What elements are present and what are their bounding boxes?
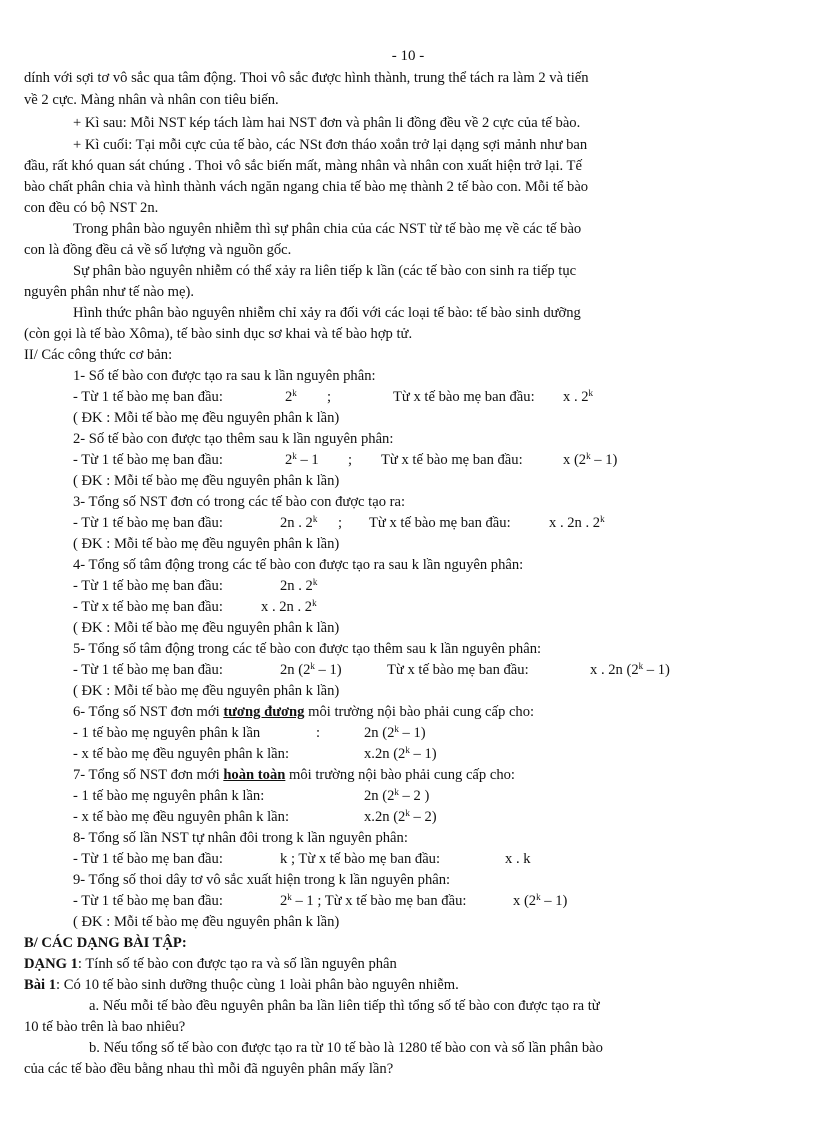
body-line: dính với sợi tơ vô sắc qua tâm động. Thoi vô sắc được hình thành, trung thể tách ra làm 2 và tiến: [24, 70, 589, 86]
formula-label: - Từ 1 tế bào mẹ ban đầu:: [73, 515, 223, 531]
formula-line: [73, 744, 776, 764]
formula-line: [73, 807, 776, 827]
exercise-part: b. Nếu tổng số tế bào con được tạo ra từ 10 tế bào là 1280 tế bào con và số lần phân bào: [89, 1040, 603, 1056]
emphasis-term: tương đương: [223, 704, 305, 720]
body-line: con đều có bộ NST 2n.: [24, 200, 159, 216]
formula-label: - Từ 1 tế bào mẹ ban đầu:: [73, 389, 223, 405]
exercise-type: DẠNG 1: Tính số tế bào con được tạo ra và số lần nguyên phân: [24, 956, 397, 972]
formula-value: 2$^k$ – 1: [285, 451, 319, 468]
body-line: Trong phân bào nguyên nhiễm thì sự phân chia của các NST từ tế bào mẹ về các tế bào: [73, 221, 582, 237]
formula-line: [73, 450, 776, 470]
emphasis-term: hoàn toàn: [223, 767, 286, 783]
formula-label: - 1 tế bào mẹ nguyên phân k lần:: [73, 788, 265, 804]
formula-value: 2$^k$: [285, 388, 297, 405]
formula-title: 5- Tổng số tâm động trong các tế bào con được tạo thêm sau k lần nguyên phân:: [73, 641, 542, 657]
formula-line: [73, 513, 776, 533]
formula-label: Từ x tế bào mẹ ban đầu:: [369, 515, 511, 531]
formula-label: - Từ 1 tế bào mẹ ban đầu:: [73, 893, 223, 909]
body-line: bào chất phân chia và hình thành vách ngăn ngang chia tế bào mẹ thành 2 tế bào con. Mỗi tế bào: [24, 179, 589, 195]
body-line: + Kì sau: Mỗi NST kép tách làm hai NST đơn và phân li đồng đều về 2 cực của tế bào.: [73, 115, 581, 131]
formula-value: x . 2$^k$: [563, 388, 594, 405]
formula-value: 2n (2$^k$ – 1): [364, 724, 426, 741]
separator: ;: [327, 389, 332, 405]
exercise-part: a. Nếu mỗi tế bào đều nguyên phân ba lần liên tiếp thì tổng số tế bào con được tạo ra từ: [89, 998, 600, 1014]
formula-label: - Từ 1 tế bào mẹ ban đầu:: [73, 578, 223, 594]
separator: :: [316, 725, 321, 741]
formula-value: x.2n (2$^k$ – 2): [364, 808, 437, 825]
formula-value: x . 2n . 2$^k$: [261, 598, 317, 615]
body-line: đầu, rất khó quan sát chúng . Thoi vô sắc biến mất, màng nhân và nhân con xuất hiện trở lại. Tế: [24, 158, 582, 174]
section-title: B/ CÁC DẠNG BÀI TẬP:: [24, 935, 187, 951]
separator: ;: [338, 515, 343, 531]
exercise-part: của các tế bào đều bằng nhau thì mỗi đã nguyên phân mấy lần?: [24, 1061, 394, 1077]
formula-value: 2n . 2$^k$: [280, 514, 318, 531]
formula-title: 4- Tổng số tâm động trong các tế bào con được tạo ra sau k lần nguyên phân:: [73, 557, 524, 573]
formula-line: [73, 576, 776, 596]
formula-line: [73, 597, 776, 617]
formula-label: - Từ 1 tế bào mẹ ban đầu:: [73, 662, 223, 678]
formula-value: x . 2n . 2$^k$: [549, 514, 605, 531]
formula-label: - Từ 1 tế bào mẹ ban đầu:: [73, 851, 223, 867]
formula-label: - 1 tế bào mẹ nguyên phân k lần: [73, 725, 261, 741]
formula-value: 2n (2$^k$ – 1): [280, 661, 342, 678]
formula-label: Từ x tế bào mẹ ban đầu:: [387, 662, 529, 678]
formula-value: k ; Từ x tế bào mẹ ban đầu:: [280, 851, 441, 867]
formula-label: - Từ 1 tế bào mẹ ban đầu:: [73, 452, 223, 468]
formula-value: x (2$^k$ – 1): [563, 451, 618, 468]
formula-title: 7- Tổng số NST đơn mới hoàn toàn môi trường nội bào phải cung cấp cho:: [73, 767, 515, 783]
formula-value: 2n . 2$^k$: [280, 577, 318, 594]
body-line: Hình thức phân bào nguyên nhiễm chỉ xảy ra đối với các loại tế bào: tế bào sinh dưỡng: [73, 305, 581, 321]
formula-value: x.2n (2$^k$ – 1): [364, 745, 437, 762]
formula-line: [73, 786, 776, 806]
formula-condition: ( ĐK : Mỗi tế bào mẹ đều nguyên phân k lần): [73, 620, 340, 636]
formula-line: [73, 723, 776, 743]
formula-value: x . 2n (2$^k$ – 1): [590, 661, 670, 678]
formula-title: 3- Tổng số NST đơn có trong các tế bào con được tạo ra:: [73, 494, 406, 510]
formula-title: 2- Số tế bào con được tạo thêm sau k lần nguyên phân:: [73, 431, 394, 447]
formula-condition: ( ĐK : Mỗi tế bào mẹ đều nguyên phân k lần): [73, 410, 340, 426]
body-line: + Kì cuối: Tại mỗi cực của tế bào, các NSt đơn tháo xoắn trở lại dạng sợi mảnh như ban: [73, 137, 588, 153]
formula-line: [73, 849, 776, 869]
section-title: II/ Các công thức cơ bản:: [24, 347, 173, 363]
body-line: nguyên phân như tế nào mẹ).: [24, 284, 195, 300]
formula-line: [73, 660, 776, 680]
body-line: con là đồng đều cả về số lượng và nguồn gốc.: [24, 242, 292, 258]
formula-title: 8- Tổng số lần NST tự nhân đôi trong k lần nguyên phân:: [73, 830, 408, 846]
formula-title: 9- Tổng số thoi dây tơ vô sắc xuất hiện trong k lần nguyên phân:: [73, 872, 451, 888]
formula-line: [73, 891, 776, 911]
exercise: Bài 1: Có 10 tế bào sinh dưỡng thuộc cùng 1 loài phân bào nguyên nhiễm.: [24, 977, 459, 993]
formula-condition: ( ĐK : Mỗi tế bào mẹ đều nguyên phân k lần): [73, 473, 340, 489]
formula-value: 2n (2$^k$ – 2 ): [364, 787, 430, 804]
formula-condition: ( ĐK : Mỗi tế bào mẹ đều nguyên phân k lần): [73, 914, 340, 930]
formula-value: x . k: [505, 851, 531, 867]
body-line: về 2 cực. Màng nhân và nhân con tiêu biến.: [24, 92, 279, 108]
exercise-part: 10 tế bào trên là bao nhiêu?: [24, 1019, 186, 1035]
formula-title: 6- Tổng số NST đơn mới tương đương môi trường nội bào phải cung cấp cho:: [73, 704, 535, 720]
formula-condition: ( ĐK : Mỗi tế bào mẹ đều nguyên phân k lần): [73, 536, 340, 552]
formula-value: 2$^k$ – 1 ; Từ x tế bào mẹ ban đầu:: [280, 892, 467, 909]
formula-line: [73, 387, 776, 407]
formula-value: x (2$^k$ – 1): [513, 892, 568, 909]
formula-label: Từ x tế bào mẹ ban đầu:: [393, 389, 535, 405]
body-line: Sự phân bào nguyên nhiễm có thể xảy ra liên tiếp k lần (các tế bào con sinh ra tiếp tục: [73, 263, 577, 279]
formula-label: - x tế bào mẹ đều nguyên phân k lần:: [73, 809, 290, 825]
body-line: (còn gọi là tế bào Xôma), tế bào sinh dục sơ khai và tế bào hợp tử.: [24, 326, 413, 342]
page-number: - 10 -: [391, 48, 425, 64]
separator: ;: [348, 452, 353, 468]
formula-condition: ( ĐK : Mỗi tế bào mẹ đều nguyên phân k lần): [73, 683, 340, 699]
formula-label: - Từ x tế bào mẹ ban đầu:: [73, 599, 223, 615]
formula-title: 1- Số tế bào con được tạo ra sau k lần nguyên phân:: [73, 368, 376, 384]
formula-label: - x tế bào mẹ đều nguyên phân k lần:: [73, 746, 290, 762]
formula-label: Từ x tế bào mẹ ban đầu:: [381, 452, 523, 468]
